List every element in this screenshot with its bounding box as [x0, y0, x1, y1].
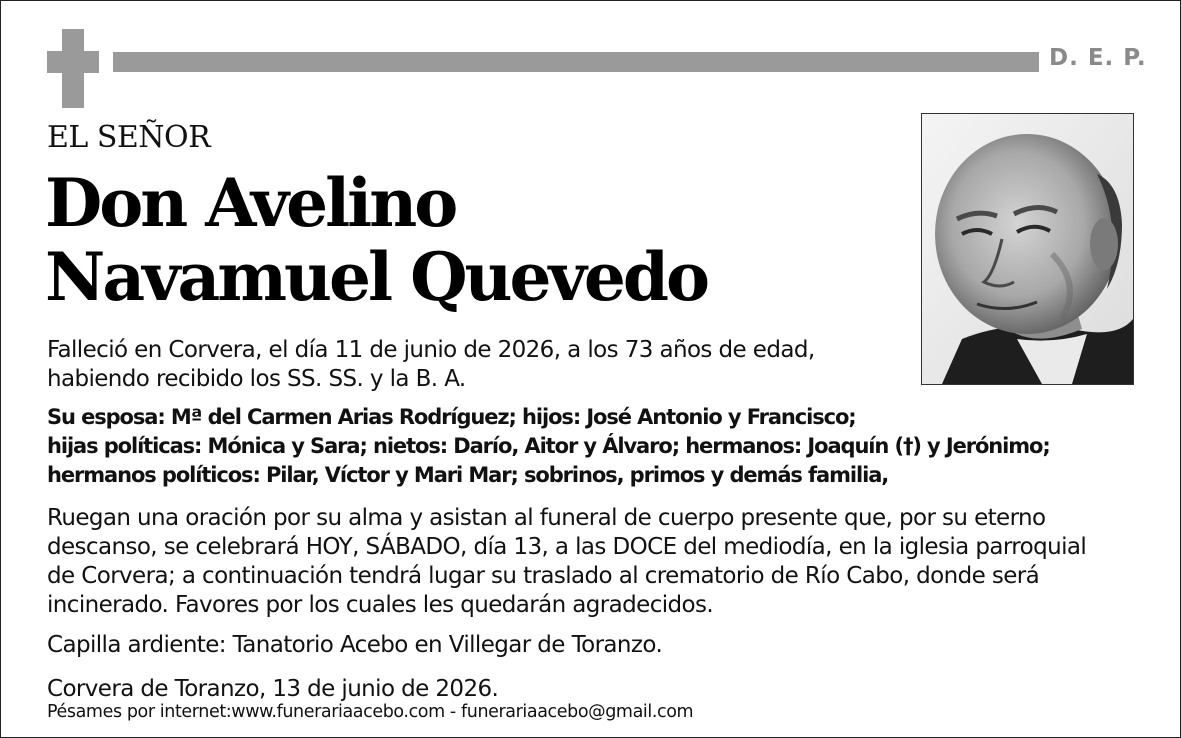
funeral-line: descanso, se celebrará HOY, SÁBADO, día 13, a las DOCE del mediodía, en la iglesia parroquial [47, 534, 1087, 560]
condolences-footer: Pésames por internet:www.funerariaacebo.com - funerariaacebo@gmail.com [47, 702, 694, 722]
deceased-portrait [921, 113, 1134, 385]
death-notice [47, 336, 815, 394]
funeral-line: incinerado. Favores por los cuales les quedarán agradecidos. [47, 592, 714, 618]
funeral-line: Ruegan una oración por su alma y asistan al funeral de cuerpo presente que, por su eterno [47, 505, 1046, 531]
family-list [47, 403, 1050, 490]
honorific-prefix: EL SEÑOR [47, 120, 211, 155]
chapel-notice: Capilla ardiente: Tanatorio Acebo en Villegar de Toranzo. [47, 632, 663, 658]
death-notice-line: Falleció en Corvera, el día 11 de junio de 2026, a los 73 años de edad, [47, 337, 815, 363]
family-line: hijas políticas: Mónica y Sara; nietos: Darío, Aitor y Álvaro; hermanos: Joaquín (†) y Jerónimo; [47, 434, 1050, 458]
cross-icon [47, 29, 99, 108]
place-date: Corvera de Toranzo, 13 de junio de 2026. [47, 676, 499, 702]
dep-label: D. E. P. [1049, 45, 1147, 71]
deceased-name-line1: Don Avelino [45, 164, 456, 242]
family-line: Su esposa: Mª del Carmen Arias Rodríguez; hijos: José Antonio y Francisco; [47, 405, 856, 429]
death-notice-line: habiendo recibido los SS. SS. y la B. A. [47, 366, 466, 392]
family-line: hermanos políticos: Pilar, Víctor y Mari Mar; sobrinos, primos y demás familia, [47, 463, 889, 487]
header-rule [113, 52, 1039, 72]
funeral-notice [47, 504, 1086, 620]
deceased-name-line2: Navamuel Quevedo [45, 238, 708, 316]
funeral-line: de Corvera; a continuación tendrá lugar su traslado al crematorio de Río Cabo, donde será [47, 563, 1040, 589]
